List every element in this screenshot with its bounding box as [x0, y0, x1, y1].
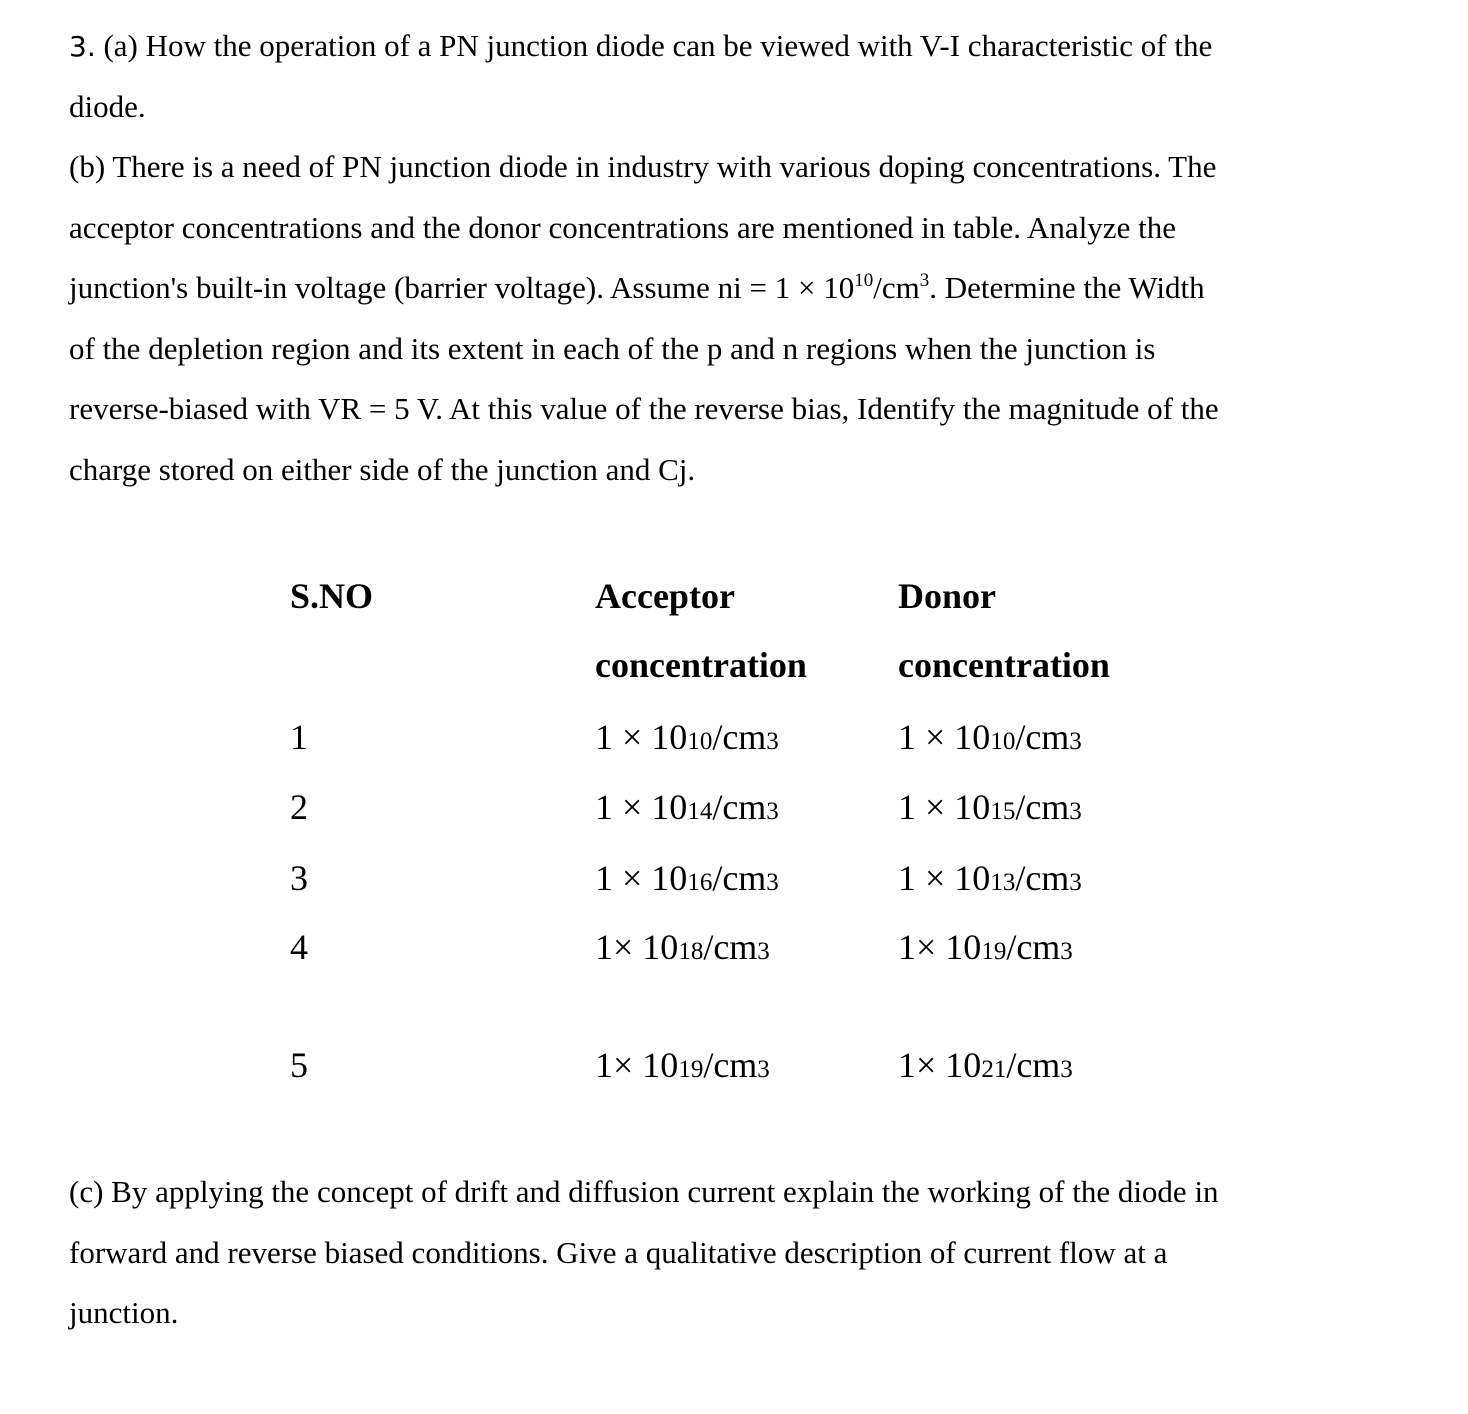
row-2-donor-unit: /cm [1015, 787, 1070, 827]
part-b-line-4: of the depletion region and its extent in each of the p and n regions when the junction is [69, 330, 1156, 366]
part-b-line-6: charge stored on either side of the junction and Cj. [69, 451, 696, 487]
part-a-text-1: (a) How the operation of a PN junction diode can be viewed with V-I characteristic of the [103, 28, 1213, 63]
row-5-donor-exp: 21 [981, 1056, 1007, 1083]
row-1-donor-unit-exp: 3 [1069, 728, 1082, 755]
row-2-acceptor-exp: 14 [687, 798, 713, 825]
cm-exponent: 3 [919, 270, 930, 291]
row-3-donor-base: 1 × 10 [898, 858, 991, 898]
row-4-acceptor-unit: /cm [703, 927, 758, 967]
header-donor-line-1: Donor [898, 576, 996, 616]
row-1-donor-base: 1 × 10 [898, 717, 991, 757]
row-5-acceptor [595, 1045, 770, 1090]
row-5-donor-base: 1× 10 [898, 1045, 982, 1085]
part-a-line-2: diode. [69, 88, 146, 124]
row-1-acceptor-unit: /cm [712, 717, 767, 757]
row-5-acceptor-unit-exp: 3 [757, 1056, 770, 1083]
row-2-acceptor-unit-exp: 3 [766, 798, 779, 825]
row-1-donor-unit: /cm [1015, 717, 1070, 757]
part-b-line-2: acceptor concentrations and the donor concentrations are mentioned in table. Analyze the [69, 209, 1176, 245]
question-body-ab [69, 16, 1409, 500]
row-2-sno: 2 [290, 787, 308, 827]
row-3-acceptor [595, 858, 779, 903]
header-donor-line-2: concentration [898, 645, 1110, 685]
row-5-acceptor-unit: /cm [703, 1045, 758, 1085]
row-4-acceptor-unit-exp: 3 [757, 938, 770, 965]
part-c-line-1: (c) By applying the concept of drift and diffusion current explain the working of the diode in [69, 1174, 1219, 1209]
row-2-donor-exp: 15 [990, 798, 1016, 825]
part-b-line-3-post: . Determine the Width [929, 270, 1205, 305]
row-1-acceptor-base: 1 × 10 [595, 717, 688, 757]
part-c-line-3: junction. [69, 1295, 179, 1330]
row-4-donor-unit: /cm [1006, 927, 1061, 967]
row-4-acceptor [595, 927, 770, 972]
row-1-acceptor-unit-exp: 3 [766, 728, 779, 755]
row-2-acceptor [595, 787, 779, 832]
row-2-acceptor-base: 1 × 10 [595, 787, 688, 827]
row-3-donor-unit-exp: 3 [1069, 869, 1082, 896]
row-4-donor-unit-exp: 3 [1060, 938, 1073, 965]
row-3-sno: 3 [290, 858, 308, 898]
part-b-line-3-mid: /cm [873, 270, 920, 305]
row-5-sno: 5 [290, 1045, 308, 1085]
row-3-acceptor-unit: /cm [712, 858, 767, 898]
row-4-donor-base: 1× 10 [898, 927, 982, 967]
row-5-acceptor-base: 1× 10 [595, 1045, 679, 1085]
row-1-acceptor-exp: 10 [687, 728, 713, 755]
question-body-c [69, 1162, 1409, 1344]
row-4-donor-exp: 19 [981, 938, 1007, 965]
row-2-donor-base: 1 × 10 [898, 787, 991, 827]
row-4-donor [898, 927, 1073, 972]
ni-exponent: 10 [854, 270, 874, 291]
row-3-acceptor-exp: 16 [687, 869, 713, 896]
header-acceptor-line-1: Acceptor [595, 576, 735, 616]
row-3-acceptor-unit-exp: 3 [766, 869, 779, 896]
row-5-donor-unit-exp: 3 [1060, 1056, 1073, 1083]
row-2-acceptor-unit: /cm [712, 787, 767, 827]
row-4-sno: 4 [290, 927, 308, 967]
row-3-donor [898, 858, 1082, 903]
row-1-donor [898, 717, 1082, 762]
row-2-donor [898, 787, 1082, 832]
row-3-acceptor-base: 1 × 10 [595, 858, 688, 898]
part-b-line-1: (b) There is a need of PN junction diode in industry with various doping concentrations. The [69, 149, 1217, 184]
header-sno: S.NO [290, 576, 374, 616]
row-5-donor [898, 1045, 1073, 1090]
row-4-acceptor-base: 1× 10 [595, 927, 679, 967]
row-3-donor-exp: 13 [990, 869, 1016, 896]
row-2-donor-unit-exp: 3 [1069, 798, 1082, 825]
part-b-line-5: reverse-biased with VR = 5 V. At this value of the reverse bias, Identify the magnitude of the [69, 391, 1219, 426]
part-b-line-3 [69, 258, 1409, 319]
row-5-donor-unit: /cm [1006, 1045, 1061, 1085]
part-b-line-3-pre: junction's built-in voltage (barrier voltage). Assume ni = 1 × 10 [69, 270, 855, 305]
row-1-acceptor [595, 717, 779, 762]
row-5-acceptor-exp: 19 [678, 1056, 704, 1083]
header-acceptor-line-2: concentration [595, 645, 807, 685]
row-3-donor-unit: /cm [1015, 858, 1070, 898]
row-1-donor-exp: 10 [990, 728, 1016, 755]
row-4-acceptor-exp: 18 [678, 938, 704, 965]
part-a-line-1 [69, 16, 1409, 77]
part-c-line-2: forward and reverse biased conditions. Give a qualitative description of current flow at a [69, 1234, 1168, 1270]
question-number: 3. [69, 30, 96, 63]
row-1-sno: 1 [290, 717, 308, 757]
